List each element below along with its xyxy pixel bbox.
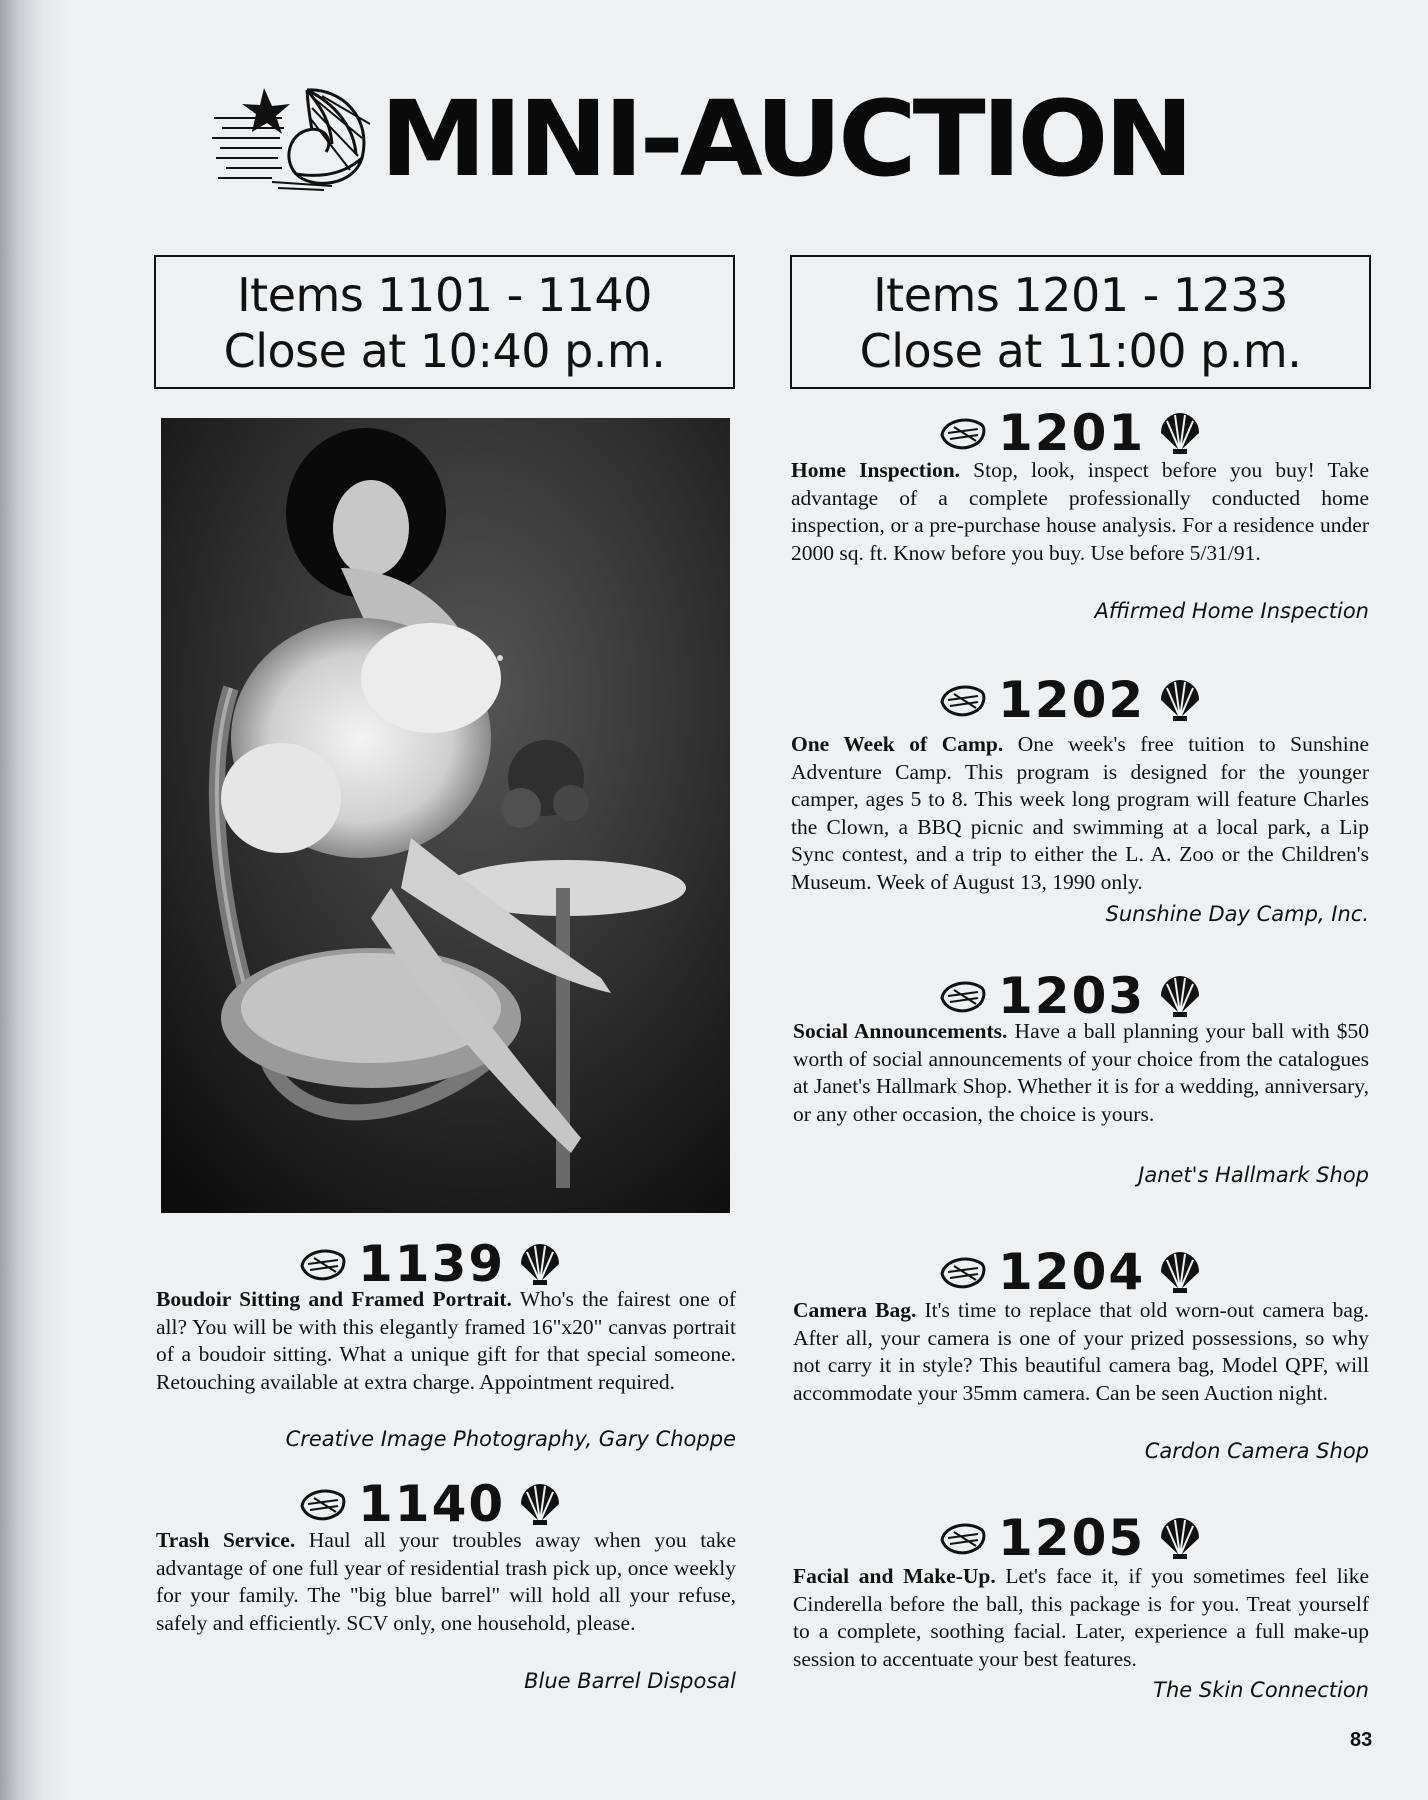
item-donor-1205: The Skin Connection [1153, 1678, 1369, 1702]
items-range-label: Items 1101 - 1140 [237, 268, 652, 322]
clam-shell-icon [938, 1516, 988, 1560]
item-title: Home Inspection. [791, 458, 961, 482]
item-body: Stop, look, inspect before you buy! Take advantage of a complete professionally conducted home inspection, or a pre-purchase house analysis. For a residence under 2000 sq. ft. Know before you buy. Use before 5/31/91. [791, 458, 1370, 565]
page-header [212, 78, 1292, 198]
starfish-shell-logo-icon [212, 78, 380, 193]
item-header-1205 [938, 1510, 1205, 1566]
items-range-label: Items 1201 - 1233 [873, 268, 1288, 322]
item-description-1205 [793, 1563, 1369, 1673]
item-header-1204 [938, 1244, 1205, 1300]
close-time-label: Close at 10:40 p.m. [223, 324, 666, 378]
item-body: Who's the fairest one of all? You will be with this elegantly framed 16"x20" canvas portrait of a boudoir sitting. What a unique gift for that special someone. Retouching available at extra charge. Appointment required. [156, 1287, 736, 1394]
scallop-shell-icon [1155, 1516, 1205, 1560]
item-description-1201 [791, 457, 1369, 567]
clam-shell-icon [938, 678, 988, 722]
item-header-1203 [938, 968, 1205, 1024]
item-description-1203 [793, 1018, 1369, 1128]
item-body: One week's free tuition to Sunshine Adventure Camp. This program is designed for the younger camper, ages 5 to 8. This week long program will feature Charles the Clown, a BBQ picnic and swimming at a local park, a Lip Sync contest, and a trip to either the L. A. Zoo or the Children's Museum. Week of August 13, 1990 only. [791, 732, 1369, 894]
item-number: 1204 [998, 1243, 1146, 1301]
scallop-shell-icon [515, 1482, 565, 1526]
item-description-1139 [156, 1286, 736, 1396]
item-number: 1201 [998, 404, 1146, 462]
item-number: 1203 [998, 967, 1146, 1025]
item-donor-1140: Blue Barrel Disposal [524, 1669, 736, 1693]
item-donor-1202: Sunshine Day Camp, Inc. [1105, 902, 1369, 926]
item-header-1140 [298, 1476, 565, 1532]
item-donor-1139: Creative Image Photography, Gary Choppe [285, 1427, 736, 1451]
boudoir-portrait-photo [161, 418, 730, 1213]
scallop-shell-icon [1155, 1250, 1205, 1294]
item-donor-1204: Cardon Camera Shop [1144, 1439, 1369, 1463]
item-number: 1202 [998, 671, 1146, 729]
item-title: Social Announcements. [793, 1019, 1008, 1043]
item-number: 1140 [358, 1475, 506, 1533]
item-title: Facial and Make-Up. [793, 1564, 996, 1588]
clam-shell-icon [298, 1482, 348, 1526]
item-title: Boudoir Sitting and Framed Portrait. [156, 1287, 512, 1311]
clam-shell-icon [938, 411, 988, 455]
item-title: Trash Service. [156, 1528, 296, 1552]
scallop-shell-icon [1155, 411, 1205, 455]
item-header-1202 [938, 672, 1205, 728]
item-header-1139 [298, 1236, 565, 1292]
scallop-shell-icon [515, 1242, 565, 1286]
item-body: It's time to replace that old worn-out camera bag. After all, your camera is one of your prized possessions, so why not carry it in style? This beautiful camera bag, Model QPF, will accommodate your 35mm camera. Can be seen Auction night. [793, 1298, 1369, 1405]
item-number: 1139 [358, 1235, 506, 1293]
close-time-box-left [154, 255, 735, 389]
item-title: One Week of Camp. [791, 732, 1004, 756]
item-description-1202 [791, 731, 1369, 896]
close-time-label: Close at 11:00 p.m. [859, 324, 1302, 378]
close-time-box-right [790, 255, 1371, 389]
item-description-1140 [156, 1527, 736, 1637]
item-donor-1203: Janet's Hallmark Shop [1138, 1163, 1369, 1187]
clam-shell-icon [938, 974, 988, 1018]
item-header-1201 [938, 405, 1205, 461]
item-body: Haul all your troubles away when you take advantage of one full year of residential trash pick up, once weekly for your family. The "big blue barrel" will hold all your refuse, safely and efficiently. SCV only, one household, please. [156, 1528, 736, 1635]
item-body: Let's face it, if you sometimes feel like Cinderella before the ball, this package is for you. Treat yourself to a complete, soothing facial. Later, experience a full make-up session to accentuate your best features. [793, 1564, 1369, 1671]
page-number: 83 [1350, 1729, 1373, 1751]
clam-shell-icon [298, 1242, 348, 1286]
item-donor-1201: Affirmed Home Inspection [1094, 599, 1369, 623]
item-body: Have a ball planning your ball with $50 worth of social announcements of your choice from the catalogues at Janet's Hallmark Shop. Whether it is for a wedding, anniversary, or any other occasion, the choice is yours. [793, 1019, 1369, 1126]
item-description-1204 [793, 1297, 1369, 1407]
page-title: MINI-AUCTION [380, 78, 1190, 200]
scallop-shell-icon [1155, 678, 1205, 722]
clam-shell-icon [938, 1250, 988, 1294]
item-number: 1205 [998, 1509, 1146, 1567]
scallop-shell-icon [1155, 974, 1205, 1018]
item-title: Camera Bag. [793, 1298, 917, 1322]
